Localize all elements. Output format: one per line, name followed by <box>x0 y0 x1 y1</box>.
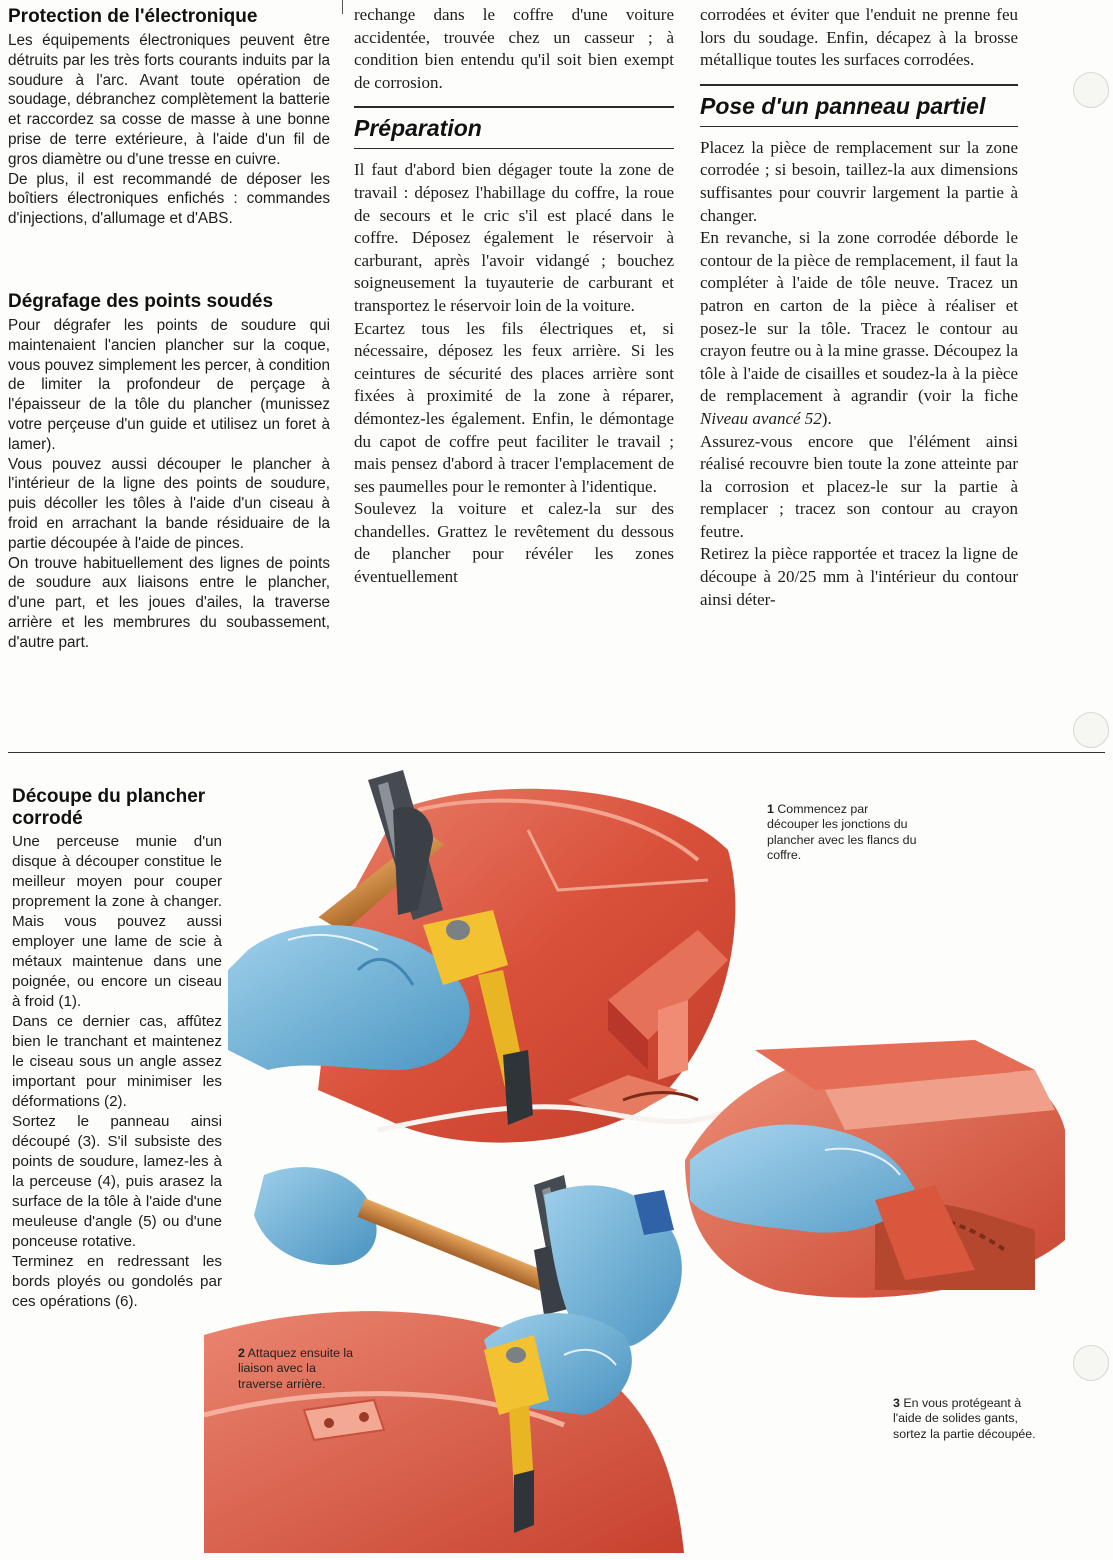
paragraph-pose-4: Retirez la pièce rapportée et tracez la ligne de découpe à 20/25 mm à l'intérieur du contour ainsi déter- <box>700 544 1018 609</box>
paragraph-decoupe-4: Terminez en redressant les bords ployés ou gondolés par ces opérations (6). <box>12 1253 222 1310</box>
section-rule <box>700 126 1018 127</box>
caption-number: 1 <box>767 802 774 816</box>
caption-number: 2 <box>238 1346 245 1360</box>
caption-text: Attaquez ensuite la liaison avec la traverse arrière. <box>238 1346 354 1391</box>
binder-hole <box>1073 72 1109 108</box>
caption-3 <box>893 1396 1043 1442</box>
paragraph-pose-3: Assurez-vous encore que l'élément ainsi réalisé recouvre bien toute la zone atteinte par la corrosion et placez-le sur la partie à remplacer ; tracez son contour au crayon feutre. <box>700 431 1018 541</box>
heading-degrafage: Dégrafage des points soudés <box>8 290 274 312</box>
paragraph-preparation-1: Il faut d'abord bien dégager toute la zone de travail : déposez l'habillage du coffre, la roue de secours et le cric s'il est placé dans le coffre. Déposez également le réservoir à carburant, après l'avoir vidangé ; bouchez soigneusement la tuyauterie de carburant et transportez le réservoir loin de la voiture. <box>354 160 674 315</box>
paragraph-decoupe-3: Sortez le panneau ainsi découpé (3). S'il subsiste des points de soudure, lamez-les à la perceuse (4), puis arasez la surface de la tôle à l'aide d'une meuleuse d'angle (5) ou d'une ponceuse rotative. <box>12 1113 222 1250</box>
caption-1 <box>767 802 917 864</box>
section-rule <box>700 84 1018 86</box>
column-divider <box>342 0 343 14</box>
paragraph-intro-middle: rechange dans le coffre d'une voiture accidentée, trouvée chez un casseur ; à condition bien entendu qu'il soit bien exempt de corrosion. <box>354 5 674 92</box>
heading-preparation: Préparation <box>354 115 482 142</box>
heading-protection: Protection de l'électronique <box>8 6 258 27</box>
binder-hole <box>1073 712 1109 748</box>
illustration-gloved-hand-lifting-panel <box>675 1010 1075 1310</box>
paragraph-degrafage-1: Pour dégrafer les points de soudure qui maintenaient l'ancien plancher sur la coque, vous pouvez simplement les percer, à condition de limiter la profondeur de perçage à l'épaisseur de la tôle du plancher (munissez votre perçeuse d'un guide et utilisez un foret à lamer). <box>8 316 330 453</box>
caption-text: Commencez par découper les jonctions du plancher avec les flancs du coffre. <box>767 802 917 863</box>
heading-pose: Pose d'un panneau partiel <box>700 92 986 119</box>
paragraph-preparation-2: Ecartez tous les fils électriques et, si nécessaire, déposez les feux arrière. Si les ceintures de sécurité des places arrière sont fixées à proximité de la zone à réparer, démontez-les également. Enfin, le démontage du capot de coffre peut faciliter le travail ; mais pensez d'abord à tracer l'emplacement de ses paumelles pour le remonter à l'identique. <box>354 318 674 496</box>
column-right <box>700 0 1018 611</box>
column-left <box>8 0 330 653</box>
illustration-hammer-chisel-floor-junction <box>228 770 748 1160</box>
paragraph-decoupe-1: Une perceuse munie d'un disque à découper constitue le meilleur moyen pour couper proprement la zone à changer. Mais vous pouvez aussi employer une lame de scie à métaux maintenue dans une poignée, ou encore un ciseau à froid (1). <box>12 833 222 1010</box>
paragraph-pose-2: En revanche, si la zone corrodée déborde le contour de la pièce de remplacement, il faut la compléter à l'aide de tôle neuve. Tracez un patron en carton de la pièce à réaliser et posez-le sur la tôle. Tracez le contour au crayon feutre ou à la mine grasse. Découpez la tôle à l'aide de cisailles et soudez-la à la pièce de remplacement à agrandir (voir la fiche Niveau avancé 52). <box>700 228 1018 428</box>
caption-text: En vous protégeant à l'aide de solides gants, sortez la partie découpée. <box>893 1396 1036 1441</box>
caption-number: 3 <box>893 1396 900 1410</box>
heading-decoupe: Découpe du plancher corrodé <box>12 786 206 829</box>
reference-niveau-avance: Niveau avancé 52 <box>700 408 822 428</box>
paragraph-pose-1: Placez la pièce de remplacement sur la zone corrodée ; si besoin, taillez-la aux dimensions suffisantes pour couvrir largement la partie à changer. <box>700 137 1018 225</box>
paragraph-protection-1: Les équipements électroniques peuvent être détruits par les très forts courants induits par la soudure à l'arc. Avant toute opération de soudage, débranchez complètement la batterie et raccordez sa cosse de masse à une bonne prise de terre extérieure, à l'aide d'un fil de gros diamètre ou d'une tresse en cuivre. <box>8 32 330 168</box>
paragraph-decoupe-2: Dans ce dernier cas, affûtez bien le tranchant et maintenez le ciseau sous un angle assez important pour minimiser les déformations (2). <box>12 1013 222 1110</box>
column-decoupe <box>12 786 222 1312</box>
paragraph-protection-2: De plus, il est recommandé de déposer les boîtiers électroniques enfichés : commandes d'injections, d'allumage et d'ABS. <box>8 170 330 228</box>
column-middle <box>354 0 674 589</box>
paragraph-preparation-3: Soulevez la voiture et calez-la sur des chandelles. Grattez le revêtement du dessous de plancher pour révéler les zones éventuellement <box>354 499 674 587</box>
caption-2 <box>238 1346 362 1392</box>
paragraph-intro-right: corrodées et éviter que l'enduit ne prenne feu lors du soudage. Enfin, décapez à la brosse métallique toutes les surfaces corrodées. <box>700 5 1018 70</box>
section-rule <box>354 106 674 108</box>
binder-hole <box>1073 1345 1109 1381</box>
paragraph-degrafage-2: Vous pouvez aussi découper le plancher à l'intérieur de la ligne des points de soudure, puis décoller les tôles à l'aide d'un ciseau à froid en arrachant la bande résiduaire de la partie découpée à l'aide de pinces. <box>8 455 330 552</box>
section-rule <box>354 148 674 149</box>
horizontal-divider <box>8 752 1105 753</box>
paragraph-degrafage-3: On trouve habituellement des lignes de points de soudure aux liaisons entre le plancher, d'une part, et les joues d'ailes, la traverse arrière et les membrures du soubassement, d'autre part. <box>8 554 330 651</box>
